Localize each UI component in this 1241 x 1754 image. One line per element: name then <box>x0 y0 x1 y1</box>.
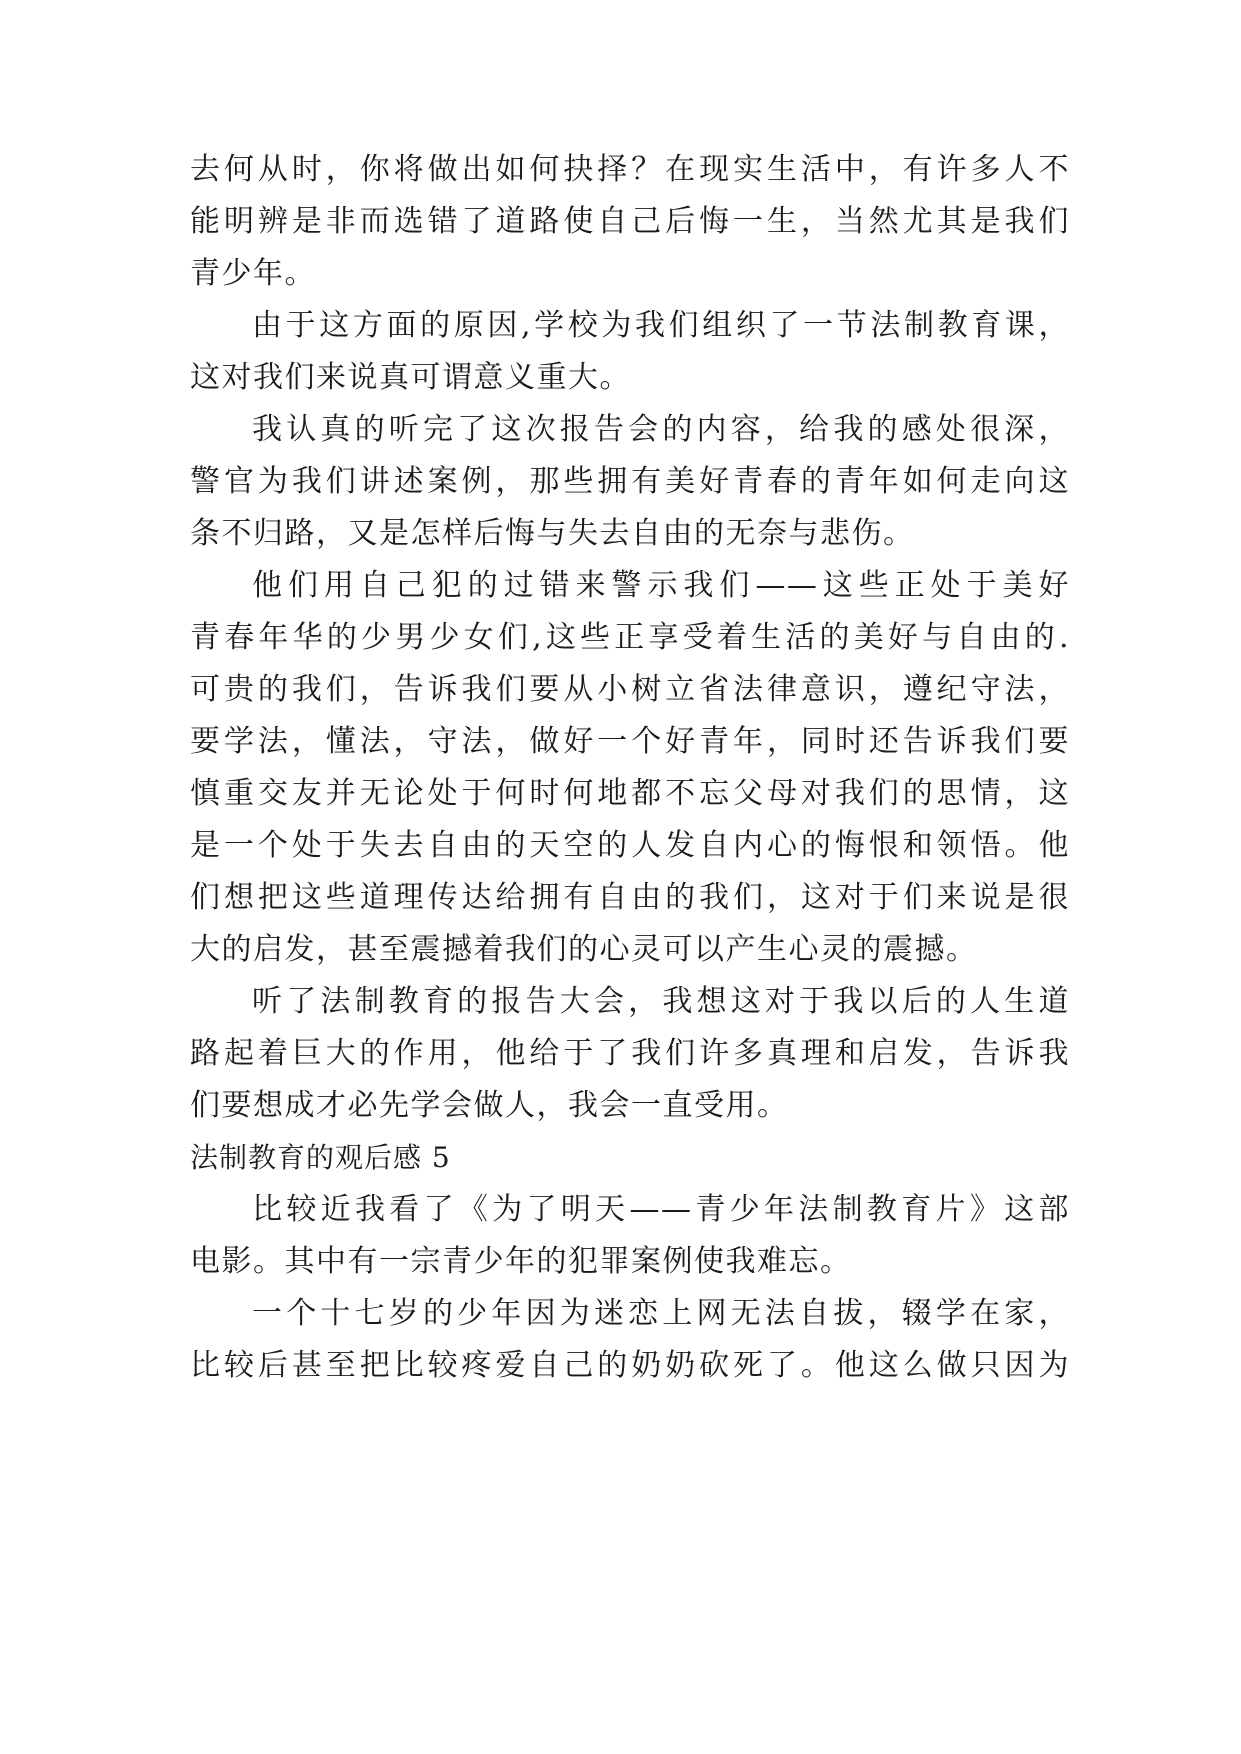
body-text-line: 可贵的我们，告诉我们要从小树立省法律意识，遵纪守法， <box>190 672 1070 707</box>
paragraph-first-line: 比较近我看了《为了明天——青少年法制教育片》这部 <box>252 1192 1070 1227</box>
body-text-line: 电影。其中有一宗青少年的犯罪案例使我难忘。 <box>190 1244 852 1279</box>
paragraph-first-line: 由于这方面的原因,学校为我们组织了一节法制教育课， <box>252 308 1070 343</box>
paragraph-first-line: 他们用自己犯的过错来警示我们——这些正处于美好 <box>252 568 1070 603</box>
body-text-line: 路起着巨大的作用，他给于了我们许多真理和启发，告诉我 <box>190 1036 1070 1071</box>
body-text-line: 们要想成才必先学会做人，我会一直受用。 <box>190 1088 789 1123</box>
body-text-line: 条不归路，又是怎样后悔与失去自由的无奈与悲伤。 <box>190 516 915 551</box>
body-text-line: 比较后甚至把比较疼爱自己的奶奶砍死了。他这么做只因为 <box>190 1348 1070 1383</box>
body-text-line: 青春年华的少男少女们,这些正享受着生活的美好与自由的. <box>190 620 1070 655</box>
body-text-line: 们想把这些道理传达给拥有自由的我们，这对于们来说是很 <box>190 880 1070 915</box>
body-text-line: 大的启发，甚至震撼着我们的心灵可以产生心灵的震撼。 <box>190 932 978 967</box>
body-text-line: 是一个处于失去自由的天空的人发自内心的悔恨和领悟。他 <box>190 828 1070 863</box>
body-text-line: 警官为我们讲述案例，那些拥有美好青春的青年如何走向这 <box>190 464 1070 499</box>
body-text-line: 能明辨是非而选错了道路使自己后悔一生，当然尤其是我们 <box>190 204 1070 239</box>
paragraph-first-line: 我认真的听完了这次报告会的内容，给我的感处很深， <box>252 412 1070 447</box>
paragraph-first-line: 一个十七岁的少年因为迷恋上网无法自拔，辍学在家， <box>252 1296 1070 1331</box>
body-text-line: 慎重交友并无论处于何时何地都不忘父母对我们的思情，这 <box>190 776 1070 811</box>
body-text-line: 要学法，懂法，守法，做好一个好青年，同时还告诉我们要 <box>190 724 1070 759</box>
section-heading: 法制教育的观后感 5 <box>190 1141 451 1174</box>
body-text-line: 青少年。 <box>190 256 316 291</box>
paragraph-first-line: 听了法制教育的报告大会，我想这对于我以后的人生道 <box>252 984 1070 1019</box>
body-text-line: 去何从时，你将做出如何抉择？在现实生活中，有许多人不 <box>190 152 1070 187</box>
body-text-line: 这对我们来说真可谓意义重大。 <box>190 360 631 395</box>
